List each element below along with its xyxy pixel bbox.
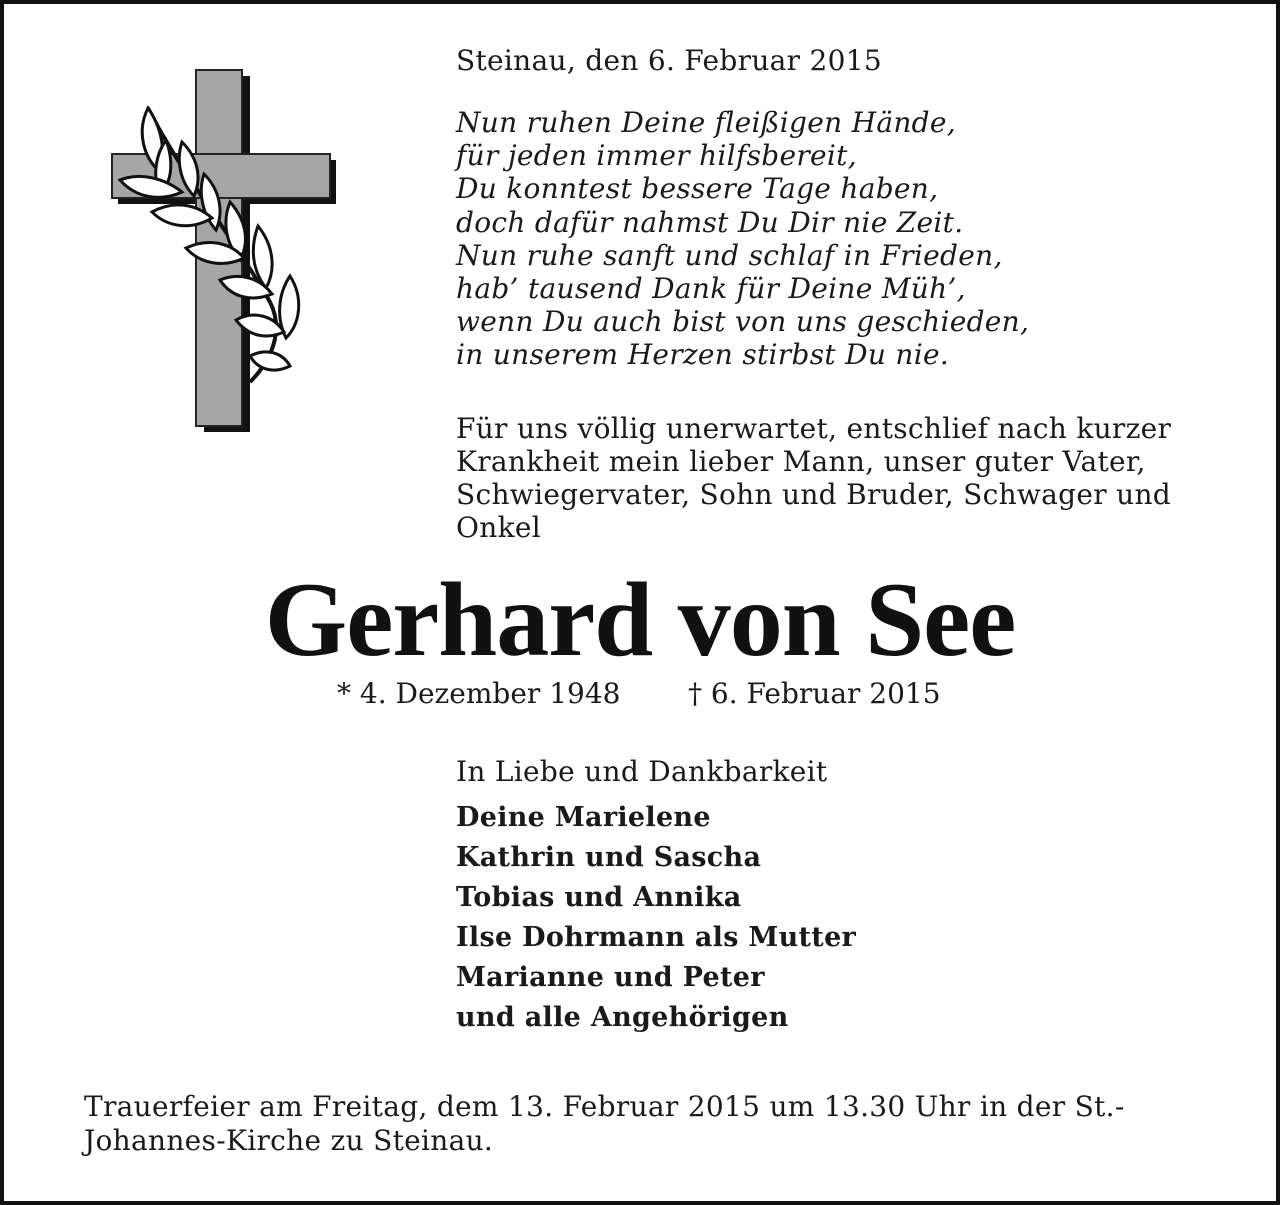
poem-line: in unserem Herzen stirbst Du nie. bbox=[456, 338, 950, 372]
poem-line: Du konntest bessere Tage haben, bbox=[456, 172, 939, 206]
funeral-line: Trauerfeier am Freitag, dem 13. Februar 2015 um 13.30 Uhr in der St.- bbox=[84, 1090, 1125, 1123]
intro-paragraph bbox=[456, 412, 1196, 544]
funeral-notice bbox=[84, 1090, 1196, 1158]
intro-line: Onkel bbox=[456, 511, 541, 544]
place-date: Steinau, den 6. Februar 2015 bbox=[456, 44, 883, 77]
mourner-name: Kathrin und Sascha bbox=[456, 842, 762, 873]
mourner-name: Tobias und Annika bbox=[456, 882, 742, 913]
poem-line: doch dafür nahmst Du Dir nie Zeit. bbox=[456, 205, 964, 239]
poem bbox=[456, 106, 1196, 372]
mourner-name: Deine Marielene bbox=[456, 802, 711, 833]
intro-line: Schwiegervater, Sohn und Bruder, Schwager und bbox=[456, 478, 1172, 511]
poem-line: Nun ruhe sanft und schlaf in Frieden, bbox=[456, 238, 1003, 272]
mourner-name: Marianne und Peter bbox=[456, 962, 765, 993]
cross-with-palm-branch-icon bbox=[100, 62, 340, 442]
poem-line: wenn Du auch bist von uns geschieden, bbox=[456, 305, 1030, 339]
mourners-list bbox=[456, 798, 1196, 1038]
funeral-line: Johannes-Kirche zu Steinau. bbox=[84, 1124, 494, 1157]
poem-line: für jeden immer hilfsbereit, bbox=[456, 139, 857, 173]
poem-line: Nun ruhen Deine fleißigen Hände, bbox=[456, 106, 956, 139]
mourner-name: und alle Angehörigen bbox=[456, 1002, 789, 1033]
closing-phrase: In Liebe und Dankbarkeit bbox=[456, 755, 828, 788]
deceased-name: Gerhard von See bbox=[264, 561, 1016, 678]
birth-date: * 4. Dezember 1948 bbox=[337, 677, 621, 710]
intro-line: Für uns völlig unerwartet, entschlief nach kurzer bbox=[456, 412, 1172, 445]
poem-line: hab’ tausend Dank für Deine Müh’, bbox=[456, 272, 966, 306]
mourner-name: Ilse Dohrmann als Mutter bbox=[456, 922, 857, 953]
intro-line: Krankheit mein lieber Mann, unser guter Vater, bbox=[456, 445, 1146, 478]
death-date: † 6. Februar 2015 bbox=[688, 677, 941, 710]
